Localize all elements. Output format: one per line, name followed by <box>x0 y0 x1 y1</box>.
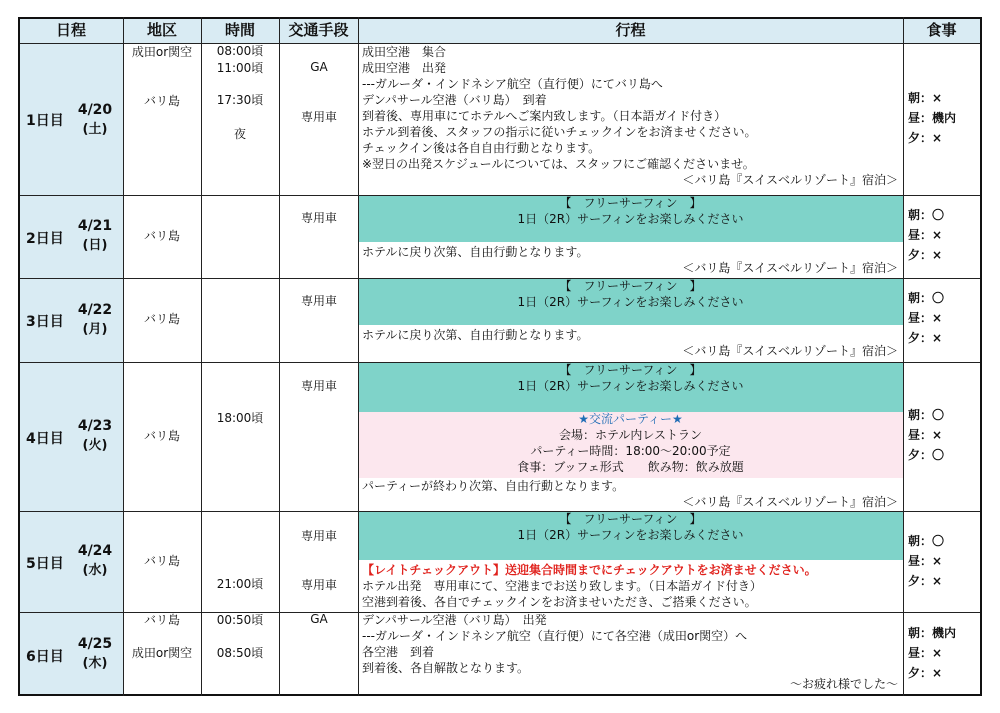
header-transport: 交通手段 <box>279 18 358 43</box>
late-checkout-line: 【レイトチェックアウト】送迎集合時間までにチェックアウトをお済ませください。 <box>362 563 817 577</box>
surf-title: 【 フリーサーフィン 】 <box>559 279 702 293</box>
meal-breakfast: 朝：〇 <box>908 208 945 222</box>
surf-title: 【 フリーサーフィン 】 <box>559 196 702 210</box>
grid-line <box>18 17 20 696</box>
day4-surf <box>358 362 903 394</box>
day3-area: バリ島 <box>143 312 180 326</box>
day6-date: 4/25 <box>77 636 113 652</box>
day1-transport-1: GA <box>310 60 328 74</box>
day4-weekday: (火) <box>82 438 108 453</box>
day4-date: 4/23 <box>77 418 113 434</box>
party-line: 食事：ブッフェ形式 飲み物：飲み放題 <box>517 460 744 474</box>
day1-meals <box>908 88 956 148</box>
meal-breakfast: 朝：× <box>908 91 943 105</box>
day2-area: バリ島 <box>143 229 180 243</box>
day1-weekday: (土) <box>82 122 108 137</box>
itinerary-line: 到着後、各自解散となります。 <box>362 661 530 675</box>
day6-transport: GA <box>310 612 328 626</box>
day2-meals <box>908 205 944 265</box>
grid-line <box>18 694 981 696</box>
surf-text: 1日（2R）サーフィンをお楽しみください <box>517 212 744 226</box>
day3-itinerary <box>362 327 898 359</box>
grid-line <box>980 17 982 696</box>
header-itinerary: 行程 <box>358 18 903 43</box>
day5-meals <box>908 531 944 591</box>
itinerary-line: ---ガルーダ・インドネシア航空（直行便）にてバリ島へ <box>362 77 663 91</box>
day6-weekday: (木) <box>82 656 108 671</box>
party-line: 会場：ホテル内レストラン <box>558 428 703 442</box>
day2-label: 2日目 <box>26 231 64 247</box>
day1-area-top: 成田or関空 <box>131 45 193 59</box>
itinerary-line: パーティーが終わり次第、自由行動となります。 <box>362 479 625 493</box>
day1-time-1: 08:00頃 <box>216 44 264 58</box>
header-schedule: 日程 <box>19 18 123 43</box>
day4-meals <box>908 405 944 465</box>
day3-date: 4/22 <box>77 302 113 318</box>
meal-lunch: 昼：× <box>908 311 943 325</box>
header-time: 時間 <box>201 18 279 43</box>
day4-itinerary <box>362 478 898 510</box>
day6-label: 6日目 <box>26 649 64 665</box>
surf-text: 1日（2R）サーフィンをお楽しみください <box>517 295 744 309</box>
meal-lunch: 昼：× <box>908 428 943 442</box>
day1-time-2: 11:00頃 <box>216 61 264 75</box>
day2-date: 4/21 <box>77 218 113 234</box>
meal-breakfast: 朝：〇 <box>908 534 945 548</box>
day2-weekday: (日) <box>82 238 108 253</box>
hotel-line: ＜バリ島『スイスベルリゾート』宿泊＞ <box>682 495 898 509</box>
meal-breakfast: 朝：〇 <box>908 291 945 305</box>
day3-meals <box>908 288 944 348</box>
itinerary-line: ※翌日の出発スケジュールについては、スタッフにご確認くださいませ。 <box>362 157 755 171</box>
surf-title: 【 フリーサーフィン 】 <box>559 363 702 377</box>
day5-transport-1: 専用車 <box>300 529 337 543</box>
day1-time-3: 17:30頃 <box>216 93 264 107</box>
meal-breakfast: 朝：機内 <box>908 626 957 640</box>
itinerary-line: ホテルに戻り次第、自由行動となります。 <box>362 328 589 342</box>
day1-label: 1日目 <box>26 113 64 129</box>
day3-transport: 専用車 <box>300 294 337 308</box>
meal-dinner: 夕：〇 <box>908 448 945 462</box>
meal-breakfast: 朝：〇 <box>908 408 945 422</box>
day3-weekday: (月) <box>82 322 108 337</box>
day1-itinerary <box>362 44 898 188</box>
itinerary-line: 空港到着後、各自でチェックインをお済ませいただき、ご搭乗ください。 <box>362 595 757 609</box>
day6-area-top: バリ島 <box>143 613 180 627</box>
day1-time-4: 夜 <box>233 127 246 141</box>
day5-transport-2: 専用車 <box>300 578 337 592</box>
meal-dinner: 夕：× <box>908 131 943 145</box>
day5-time: 21:00頃 <box>216 577 264 591</box>
day6-itinerary <box>362 612 898 692</box>
itinerary-line: 到着後、専用車にてホテルへご案内致します。（日本語ガイド付き） <box>362 109 727 123</box>
hotel-line: ＜バリ島『スイスベルリゾート』宿泊＞ <box>682 261 898 275</box>
grid-line <box>18 17 981 19</box>
day6-time-2: 08:50頃 <box>216 646 264 660</box>
meal-dinner: 夕：× <box>908 666 943 680</box>
meal-dinner: 夕：× <box>908 248 943 262</box>
day5-weekday: (水) <box>82 563 108 578</box>
day5-area: バリ島 <box>143 554 180 568</box>
surf-text: 1日（2R）サーフィンをお楽しみください <box>517 528 744 542</box>
meal-dinner: 夕：× <box>908 574 943 588</box>
day4-transport: 専用車 <box>300 379 337 393</box>
day4-label: 4日目 <box>26 431 64 447</box>
meal-lunch: 昼：× <box>908 646 943 660</box>
itinerary-line: デンパサール空港（バリ島） 出発 <box>362 613 547 627</box>
day5-surf <box>358 511 903 543</box>
itinerary-line: 成田空港 出発 <box>362 61 447 75</box>
hotel-line: ＜バリ島『スイスベルリゾート』宿泊＞ <box>682 173 898 187</box>
day5-itinerary <box>362 562 898 610</box>
itinerary-line: ホテル出発 専用車にて、空港までお送り致します。（日本語ガイド付き） <box>362 579 762 593</box>
itinerary-line: 成田空港 集合 <box>362 45 447 59</box>
grid-line <box>123 17 124 696</box>
day4-party <box>358 411 903 475</box>
day3-label: 3日目 <box>26 314 64 330</box>
meal-dinner: 夕：× <box>908 331 943 345</box>
day1-date: 4/20 <box>77 102 113 118</box>
day6-area-bottom: 成田or関空 <box>131 646 193 660</box>
surf-text: 1日（2R）サーフィンをお楽しみください <box>517 379 744 393</box>
meal-lunch: 昼：× <box>908 554 943 568</box>
itinerary-line: 各空港 到着 <box>362 645 435 659</box>
day2-surf <box>358 195 903 227</box>
day2-transport: 専用車 <box>300 211 337 225</box>
meal-lunch: 昼：機内 <box>908 111 957 125</box>
party-title: ★交流パーティー★ <box>578 412 683 426</box>
closing-line: 〜お疲れ様でした〜 <box>789 677 898 691</box>
day6-meals <box>908 623 956 683</box>
day5-label: 5日目 <box>26 556 64 572</box>
day1-area-mid: バリ島 <box>143 94 180 108</box>
itinerary-line: ホテル到着後、スタッフの指示に従いチェックインをお済ませください。 <box>362 125 757 139</box>
itinerary-line: ---ガルーダ・インドネシア航空（直行便）にて各空港（成田or関空）へ <box>362 629 748 643</box>
party-line: パーティー時間：18:00〜20:00予定 <box>530 444 731 458</box>
hotel-line: ＜バリ島『スイスベルリゾート』宿泊＞ <box>682 344 898 358</box>
meal-lunch: 昼：× <box>908 228 943 242</box>
grid-line <box>201 17 202 696</box>
header-area: 地区 <box>123 18 201 43</box>
day3-surf <box>358 278 903 310</box>
surf-title: 【 フリーサーフィン 】 <box>559 512 702 526</box>
day5-date: 4/24 <box>77 543 113 559</box>
itinerary-line: デンパサール空港（バリ島） 到着 <box>362 93 547 107</box>
itinerary-line: チェックイン後は各自自由行動となります。 <box>362 141 601 155</box>
day4-time: 18:00頃 <box>216 411 264 425</box>
grid-line <box>903 17 904 696</box>
day6-time-1: 00:50頃 <box>216 613 264 627</box>
day1-transport-2: 専用車 <box>300 110 337 124</box>
day2-itinerary <box>362 244 898 276</box>
header-meals: 食事 <box>903 18 980 43</box>
day4-area: バリ島 <box>143 429 180 443</box>
itinerary-line: ホテルに戻り次第、自由行動となります。 <box>362 245 589 259</box>
